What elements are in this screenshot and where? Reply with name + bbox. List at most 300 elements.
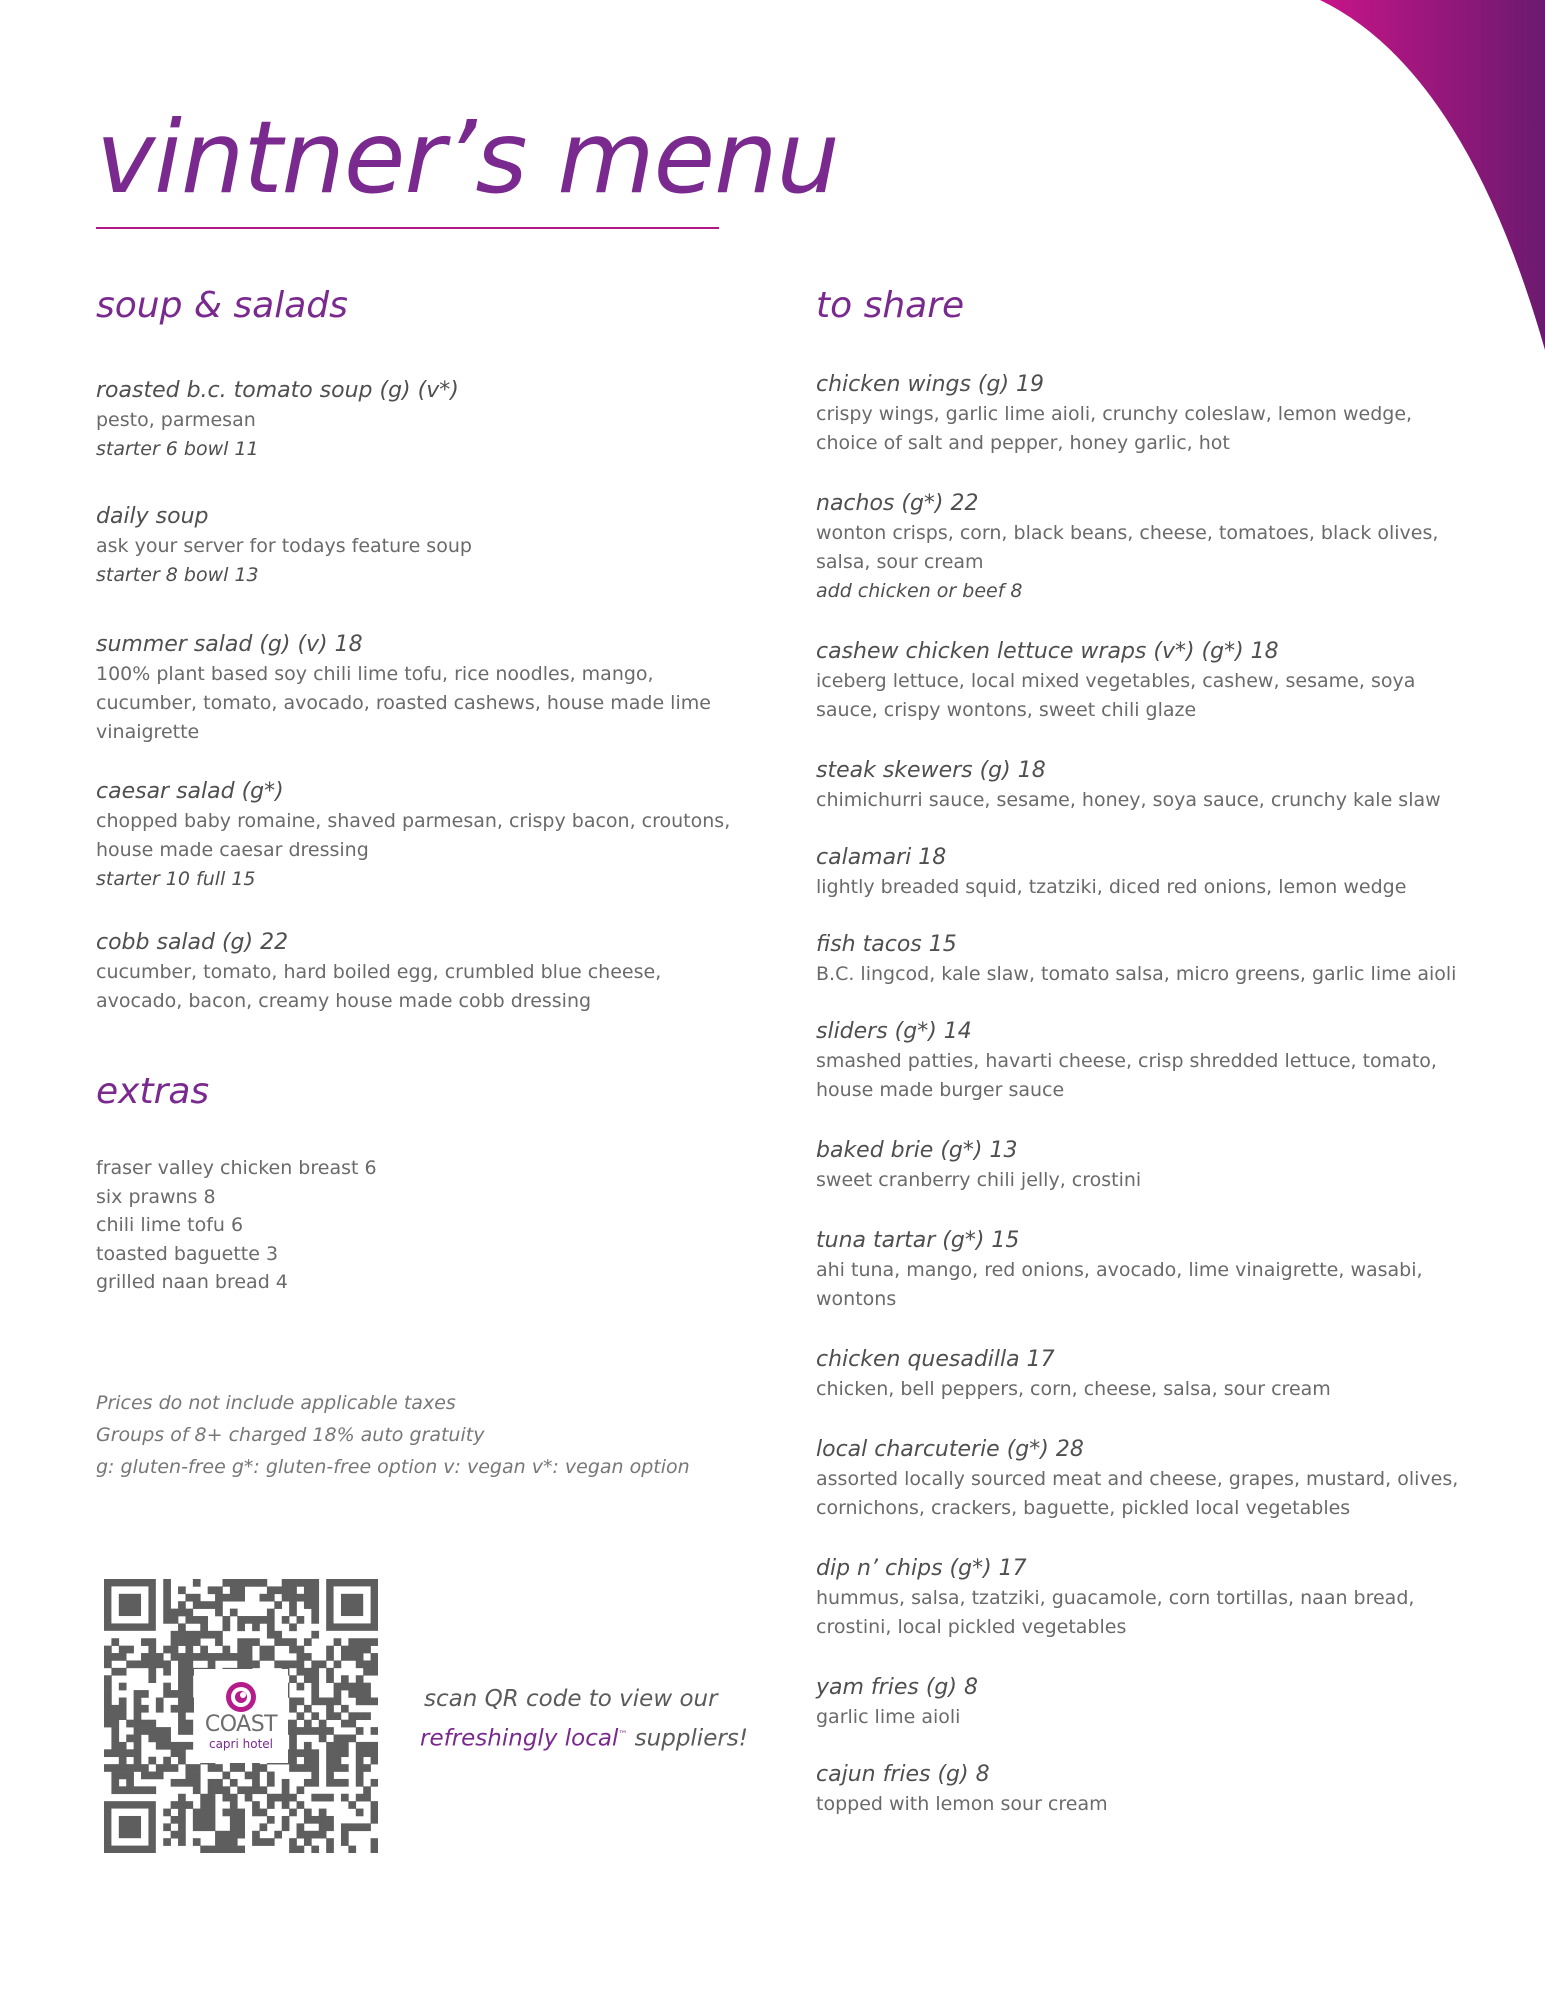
qr-module [134,1742,142,1750]
qr-module [267,1801,275,1809]
qr-module [193,1631,201,1639]
qr-module [230,1586,238,1594]
qr-module [193,1816,201,1824]
qr-module [289,1757,297,1765]
item-description: ask your server for todays feature soup [96,535,472,557]
qr-module [304,1727,312,1735]
qr-module [237,1823,245,1831]
qr-module [311,1712,319,1720]
qr-module [326,1823,334,1831]
qr-module [111,1764,119,1772]
qr-module [193,1594,201,1602]
qr-module [311,1609,319,1617]
qr-module [230,1653,238,1661]
item-description: garlic lime aioli [816,1706,961,1728]
qr-module [193,1823,201,1831]
menu-item [816,1760,1476,1819]
qr-module [134,1727,142,1735]
qr-module [289,1720,297,1728]
qr-module [156,1660,164,1668]
qr-module [319,1727,327,1735]
qr-module [119,1749,127,1757]
qr-module [237,1816,245,1824]
qr-module [341,1683,349,1691]
qr-module [178,1697,186,1705]
qr-module [222,1623,230,1631]
qr-module [363,1690,371,1698]
qr-module [341,1735,349,1743]
qr-module [185,1668,193,1676]
qr-module [156,1697,164,1705]
qr-module [237,1616,245,1624]
qr-module [282,1801,290,1809]
qr-module [200,1623,208,1631]
qr-module [134,1735,142,1743]
qr-module [141,1786,149,1794]
qr-module [274,1831,282,1839]
qr-module [289,1697,297,1705]
qr-module [134,1757,142,1765]
qr-module [341,1838,349,1846]
qr-module [356,1660,364,1668]
qr-module [208,1601,216,1609]
qr-module [252,1616,260,1624]
qr-caption [420,1681,749,1757]
qr-module [148,1660,156,1668]
qr-module [297,1653,305,1661]
qr-module [185,1609,193,1617]
qr-module [104,1660,112,1668]
qr-module [289,1742,297,1750]
qr-module [282,1794,290,1802]
qr-module [148,1757,156,1765]
qr-module [126,1779,134,1787]
qr-module [237,1579,245,1587]
qr-module [200,1809,208,1817]
qr-module [171,1646,179,1654]
qr-module [289,1809,297,1817]
qr-module [297,1846,305,1853]
qr-module [200,1646,208,1654]
menu-item [816,637,1476,725]
qr-module [104,1653,112,1661]
qr-module [245,1772,253,1780]
qr-module [326,1816,334,1824]
qr-module [304,1653,312,1661]
qr-code[interactable] [104,1579,378,1853]
qr-module [326,1653,334,1661]
item-description: B.C. lingcod, kale slaw, tomato salsa, micro greens, garlic lime aioli [816,963,1457,985]
qr-module [104,1697,112,1705]
highlight-text: refreshingly local [420,1725,619,1752]
qr-module [341,1764,349,1772]
qr-module [193,1616,201,1624]
qr-module [267,1646,275,1654]
qr-module [356,1809,364,1817]
qr-module [134,1712,142,1720]
qr-module [163,1727,171,1735]
qr-module [134,1697,142,1705]
qr-module [230,1801,238,1809]
gratuity-note: Groups of 8+ charged 18% auto gratuity [96,1423,485,1446]
qr-module [185,1772,193,1780]
qr-module [178,1586,186,1594]
qr-module [334,1638,342,1646]
qr-module [178,1638,186,1646]
qr-module [200,1601,208,1609]
qr-module [267,1616,275,1624]
qr-module [289,1609,297,1617]
item-description: chicken, bell peppers, corn, cheese, salsa, sour cream [816,1378,1331,1400]
item-name: tuna tartar (g*) 15 [816,1228,1020,1253]
qr-module [252,1779,260,1787]
qr-module [148,1727,156,1735]
qr-module [267,1631,275,1639]
qr-module [341,1823,349,1831]
qr-module [371,1809,378,1817]
qr-module [326,1772,334,1780]
qr-module [163,1742,171,1750]
qr-module [348,1846,356,1853]
qr-module [178,1779,186,1787]
qr-module [208,1779,216,1787]
qr-caption-line [420,1717,749,1757]
qr-module [178,1823,186,1831]
qr-module [282,1786,290,1794]
qr-module [274,1586,282,1594]
menu-item [96,502,736,590]
item-price: add chicken or beef 8 [816,580,1023,602]
item-description: chimichurri sauce, sesame, honey, soya sauce, crunchy kale slaw [816,789,1441,811]
qr-module [237,1646,245,1654]
dietary-legend: g: gluten-free g*: gluten-free option v: vegan v*: vegan option [96,1455,690,1478]
qr-module [311,1660,319,1668]
item-description: wonton crisps, corn, black beans, cheese, tomatoes, black olives, salsa, sour cream [816,522,1439,573]
qr-module [252,1764,260,1772]
menu-item [816,1226,1476,1314]
qr-module [230,1846,238,1853]
menu-item [816,1017,1476,1105]
qr-module [171,1705,179,1713]
qr-module [348,1653,356,1661]
qr-module [185,1594,193,1602]
qr-module [208,1586,216,1594]
qr-module [363,1823,371,1831]
qr-module [289,1846,297,1853]
qr-caption-line: scan QR code to view our [424,1686,718,1712]
qr-module [148,1638,156,1646]
qr-module [104,1690,112,1698]
qr-module [319,1735,327,1743]
qr-module [289,1586,297,1594]
qr-module [252,1623,260,1631]
qr-module [363,1794,371,1802]
qr-module [148,1720,156,1728]
qr-module [156,1735,164,1743]
qr-module [163,1646,171,1654]
qr-module [215,1786,223,1794]
qr-module [274,1601,282,1609]
menu-item [96,928,736,1016]
qr-module [178,1749,186,1757]
qr-module [260,1809,268,1817]
qr-module [289,1838,297,1846]
qr-module [156,1742,164,1750]
qr-module [215,1838,223,1846]
qr-module [260,1594,268,1602]
qr-module [185,1742,193,1750]
qr-module [267,1779,275,1787]
qr-module [289,1646,297,1654]
qr-module [363,1786,371,1794]
qr-module [371,1816,378,1824]
qr-module [141,1764,149,1772]
qr-module [356,1772,364,1780]
menu-item [96,376,736,464]
qr-module [126,1646,134,1654]
item-description: cucumber, tomato, hard boiled egg, crumbled blue cheese, avocado, bacon, creamy house made cobb dressing [96,961,662,1012]
qr-module [119,1705,127,1713]
qr-module [311,1749,319,1757]
qr-module [363,1749,371,1757]
qr-module [304,1779,312,1787]
qr-module [341,1646,349,1654]
qr-module [356,1697,364,1705]
qr-module [245,1786,253,1794]
qr-module [297,1579,305,1587]
list-item: chili lime tofu 6 [96,1214,244,1236]
to-share-list [816,370,1476,1819]
qr-module [297,1594,305,1602]
qr-module [200,1816,208,1824]
qr-module [178,1831,186,1839]
qr-module [267,1794,275,1802]
qr-module [185,1801,193,1809]
qr-module [304,1601,312,1609]
item-price: starter 8 bowl 13 [96,564,259,586]
qr-module [311,1586,319,1594]
qr-module [178,1623,186,1631]
qr-module [326,1779,334,1787]
qr-module [193,1772,201,1780]
qr-module [141,1660,149,1668]
qr-module [237,1623,245,1631]
qr-module [222,1646,230,1654]
qr-module [319,1794,327,1802]
qr-module [200,1846,208,1853]
item-name: chicken wings (g) 19 [816,372,1045,397]
qr-module [222,1831,230,1839]
item-name: summer salad (g) (v) 18 [96,632,363,657]
qr-module [208,1786,216,1794]
qr-module [178,1705,186,1713]
qr-module [282,1823,290,1831]
item-description: sweet cranberry chili jelly, crostini [816,1169,1142,1191]
qr-module [245,1579,253,1587]
qr-module [326,1794,334,1802]
qr-module [163,1683,171,1691]
qr-module [178,1727,186,1735]
qr-module [326,1846,334,1853]
qr-module [363,1646,371,1654]
list-item: grilled naan bread 4 [96,1271,288,1293]
qr-module [260,1653,268,1661]
qr-module [215,1631,223,1639]
qr-module [289,1735,297,1743]
qr-module [311,1779,319,1787]
qr-module [282,1579,290,1587]
qr-module [341,1653,349,1661]
qr-module [311,1831,319,1839]
wave-logo-icon [225,1681,257,1713]
qr-module [348,1712,356,1720]
list-item: toasted baguette 3 [96,1242,279,1265]
qr-module [274,1660,282,1668]
qr-module [319,1823,327,1831]
qr-module [185,1720,193,1728]
qr-module [134,1764,142,1772]
qr-module [111,1668,119,1676]
qr-module [245,1794,253,1802]
qr-module [171,1764,179,1772]
qr-module [111,1705,119,1713]
qr-module [134,1690,142,1698]
qr-module [163,1579,171,1587]
qr-module [252,1801,260,1809]
qr-module [260,1764,268,1772]
qr-module [341,1831,349,1839]
qr-module [311,1757,319,1765]
qr-module [104,1683,112,1691]
qr-module [311,1764,319,1772]
qr-module [289,1638,297,1646]
qr-module [348,1638,356,1646]
qr-module [334,1697,342,1705]
qr-module [215,1846,223,1853]
qr-module [222,1846,230,1853]
qr-module [304,1668,312,1676]
qr-module [185,1631,193,1639]
qr-module [289,1727,297,1735]
trademark: ™ [618,1730,628,1740]
qr-module [185,1779,193,1787]
qr-module [289,1660,297,1668]
qr-module [237,1786,245,1794]
qr-module [119,1683,127,1691]
qr-module [356,1764,364,1772]
qr-module [200,1653,208,1661]
qr-module [371,1749,378,1757]
qr-module [230,1831,238,1839]
qr-module [185,1675,193,1683]
qr-module [104,1764,112,1772]
qr-module [111,1638,119,1646]
qr-module [260,1823,268,1831]
item-price: starter 10 full 15 [96,868,256,890]
qr-module [200,1823,208,1831]
item-description: iceberg lettuce, local mixed vegetables, cashew, sesame, soya sauce, crispy wontons, sweet chili glaze [816,670,1416,721]
qr-module [252,1838,260,1846]
qr-module [371,1757,378,1765]
menu-item [816,756,1476,815]
menu-item [816,1136,1476,1195]
menu-title: vintner’s menu [96,99,839,216]
qr-module [185,1646,193,1654]
qr-module [208,1764,216,1772]
qr-module [297,1801,305,1809]
qr-module [230,1764,238,1772]
qr-module [245,1616,253,1624]
qr-module [371,1697,378,1705]
qr-module [230,1816,238,1824]
qr-module [208,1794,216,1802]
qr-module [348,1720,356,1728]
qr-module [178,1712,186,1720]
qr-module [193,1638,201,1646]
qr-module [326,1675,334,1683]
qr-module [252,1831,260,1839]
qr-module [222,1786,230,1794]
qr-module [304,1720,312,1728]
qr-module [319,1697,327,1705]
qr-module [334,1690,342,1698]
qr-module [163,1609,171,1617]
qr-module [334,1735,342,1743]
qr-module [289,1705,297,1713]
qr-module [297,1786,305,1794]
qr-module [237,1846,245,1853]
qr-module [245,1646,253,1654]
qr-module [126,1735,134,1743]
qr-module [311,1631,319,1639]
qr-module [356,1646,364,1654]
qr-module [215,1586,223,1594]
qr-module [163,1735,171,1743]
item-price: starter 6 bowl 11 [96,438,259,460]
qr-module [222,1653,230,1661]
qr-module [356,1823,364,1831]
qr-module [208,1823,216,1831]
qr-module [245,1653,253,1661]
qr-module [111,1772,119,1780]
qr-module [260,1579,268,1587]
qr-module [371,1668,378,1676]
qr-module [356,1653,364,1661]
qr-module [222,1579,230,1587]
qr-module [230,1579,238,1587]
qr-module [148,1668,156,1676]
qr-module [178,1794,186,1802]
qr-module [311,1846,319,1853]
qr-module [348,1735,356,1743]
qr-module [222,1838,230,1846]
qr-module [334,1779,342,1787]
qr-module [371,1742,378,1750]
item-name: roasted b.c. tomato soup (g) (v*) [96,378,459,403]
qr-module [171,1801,179,1809]
qr-module [297,1727,305,1735]
qr-module [260,1646,268,1654]
item-description: 100% plant based soy chili lime tofu, rice noodles, mango, cucumber, tomato, avocado, roasted cashews, house made lime vinaigrette [96,663,711,743]
qr-module [326,1749,334,1757]
qr-module [141,1772,149,1780]
qr-module [141,1727,149,1735]
qr-module [341,1779,349,1787]
menu-item [816,489,1476,606]
item-description: ahi tuna, mango, red onions, avocado, lime vinaigrette, wasabi, wontons [816,1259,1423,1310]
item-name: caesar salad (g*) [96,779,284,804]
qr-module [230,1779,238,1787]
